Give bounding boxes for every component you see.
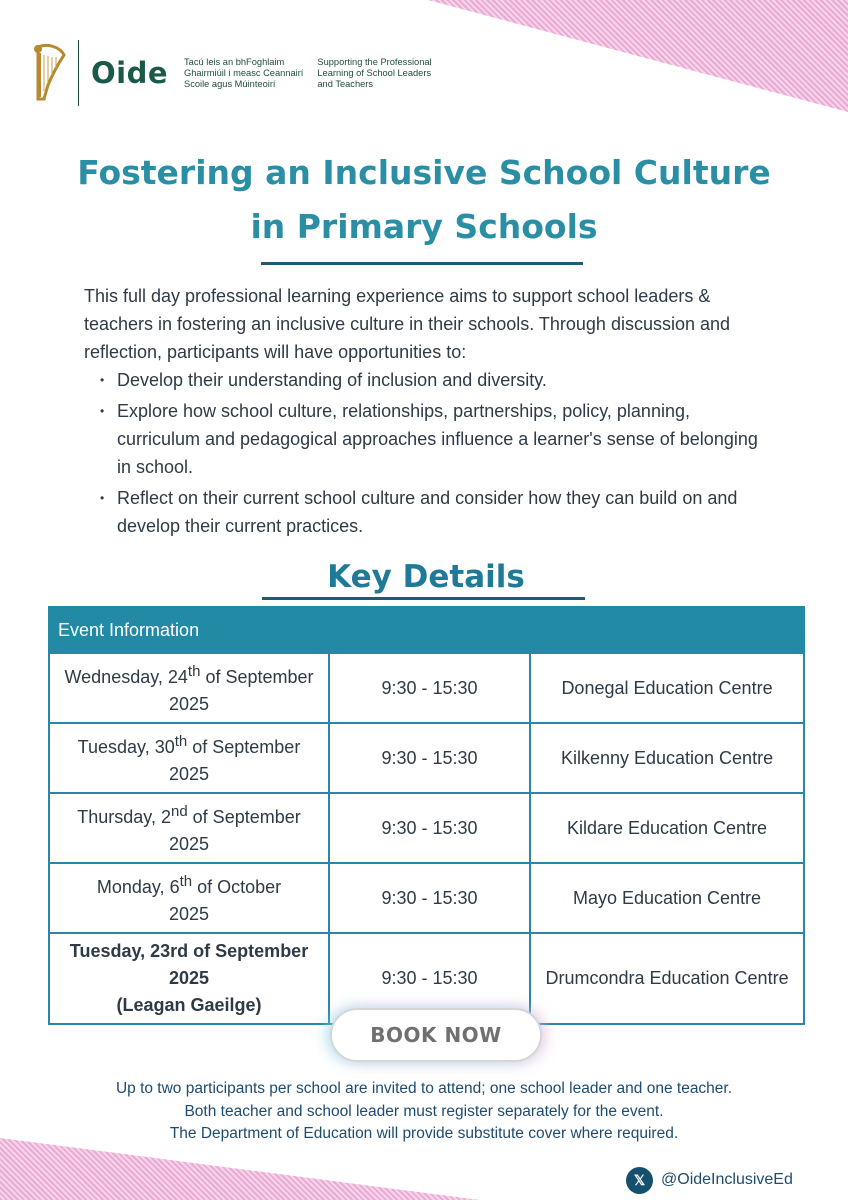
list-item: • Reflect on their current school culture and consider how they can build on and develop their current practices. bbox=[84, 484, 774, 540]
event-date: Wednesday, 24th of September 2025 bbox=[49, 653, 329, 723]
footer-line: Both teacher and school leader must register separately for the event. bbox=[184, 1102, 664, 1120]
logo-divider bbox=[78, 40, 79, 106]
list-item: • Explore how school culture, relationships, partnerships, policy, planning, curriculum and pedagogical approaches influence a learner's sense of belonging in school. bbox=[84, 397, 774, 481]
event-table bbox=[48, 606, 805, 1025]
brand-name: Oide bbox=[91, 56, 169, 90]
tagline-english-line: and Teachers bbox=[317, 78, 374, 89]
twitter-handle[interactable]: @OideInclusiveEd bbox=[661, 1171, 793, 1188]
footer-line: The Department of Education will provide substitute cover where required. bbox=[169, 1125, 679, 1142]
social-handle[interactable] bbox=[626, 1166, 793, 1194]
tagline-irish-line: Scoile agus Múinteoirí bbox=[184, 78, 276, 89]
event-time: 9:30 - 15:30 bbox=[329, 863, 530, 933]
tagline-english bbox=[317, 57, 431, 90]
x-icon: 𝕏 bbox=[626, 1167, 653, 1194]
harp-icon bbox=[30, 41, 70, 105]
event-time: 9:30 - 15:30 bbox=[329, 933, 530, 1024]
footer-note bbox=[0, 1078, 848, 1146]
event-venue: Kildare Education Centre bbox=[530, 793, 804, 863]
event-date: Thursday, 2nd of September 2025 bbox=[49, 793, 329, 863]
event-venue: Kilkenny Education Centre bbox=[530, 723, 804, 793]
event-time: 9:30 - 15:30 bbox=[329, 793, 530, 863]
event-time: 9:30 - 15:30 bbox=[329, 723, 530, 793]
table-row bbox=[49, 653, 804, 723]
table-row bbox=[49, 723, 804, 793]
tagline-irish bbox=[184, 57, 303, 90]
list-item: • Develop their understanding of inclusion and diversity. bbox=[84, 366, 774, 394]
decorative-corner-bottom-left bbox=[0, 1138, 480, 1200]
event-time: 9:30 - 15:30 bbox=[329, 653, 530, 723]
tagline-irish-line: Tacú leis an bhFoghlaim bbox=[184, 56, 285, 67]
intro-paragraph: This full day professional learning experience aims to support school leaders & teachers in fostering an inclusive culture in their schools. Through discussion and reflection, participants will have opportunities to: bbox=[84, 286, 731, 362]
footer-line: Up to two participants per school are invited to attend; one school leader and one teacher. bbox=[115, 1080, 733, 1097]
event-venue: Donegal Education Centre bbox=[530, 653, 804, 723]
tagline-english-line: Learning of School Leaders bbox=[317, 67, 432, 78]
page-title: Fostering an Inclusive School Culture in Primary Schools bbox=[77, 153, 771, 246]
book-now-button[interactable]: BOOK NOW bbox=[330, 1008, 542, 1062]
tagline-english-line: Supporting the Professional bbox=[317, 56, 432, 67]
oide-logo bbox=[30, 38, 446, 108]
key-details-underline bbox=[262, 597, 585, 600]
event-date: Monday, 6th of October 2025 bbox=[49, 863, 329, 933]
table-row bbox=[49, 863, 804, 933]
event-venue: Drumcondra Education Centre bbox=[530, 933, 804, 1024]
title-underline bbox=[261, 262, 583, 265]
event-date: Tuesday, 30th of September 2025 bbox=[49, 723, 329, 793]
tagline-irish-line: Ghairmiúil i measc Ceannairí bbox=[184, 67, 304, 78]
event-table-header: Event Information bbox=[49, 607, 804, 653]
table-row bbox=[49, 793, 804, 863]
key-details-heading: Key Details bbox=[327, 559, 525, 595]
event-date: Tuesday, 23rd of September 2025 (Leagan Gaeilge) bbox=[49, 933, 329, 1024]
event-venue: Mayo Education Centre bbox=[530, 863, 804, 933]
objectives-list bbox=[84, 366, 774, 543]
decorative-corner-top-right bbox=[428, 0, 848, 112]
